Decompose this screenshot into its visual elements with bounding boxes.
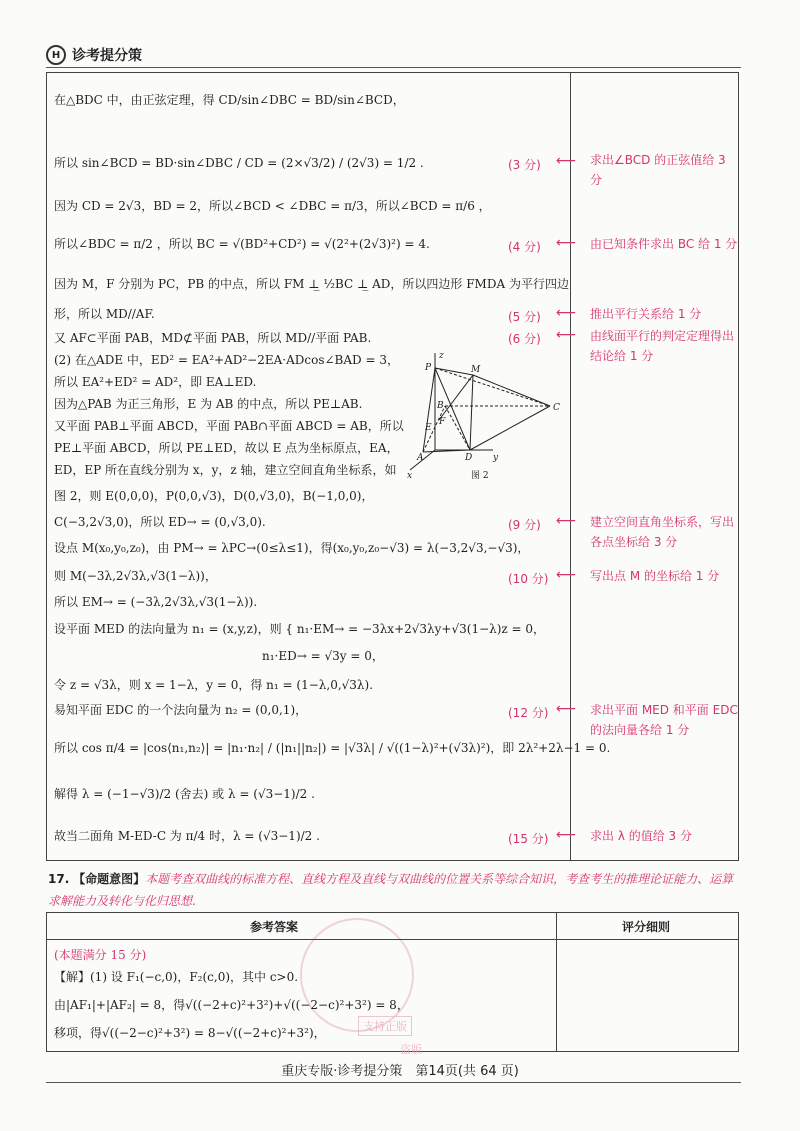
edge-pc [435,368,550,406]
watermark-stamp: 支持正版 [358,1016,412,1036]
label-m: M [471,365,481,375]
arrow-left-icon: ⟵ [556,567,577,583]
solution-line: n₁·ED→ = √3y = 0， [262,649,384,663]
intent-tag: 【命题意图】 [73,872,146,886]
figure-caption: 图 2 [471,471,489,481]
edge-pa [423,368,435,452]
edge-bd [445,406,470,450]
grading-note: 求出平面 MED 和平面 EDC 的法向量各给 1 分 [590,703,738,737]
solution-line: 易知平面 EDC 的一个法向量为 n₂ = (0,0,1)， [54,703,308,717]
grading-rules-heading: 评分细则 [622,920,671,934]
solution-line: 形，所以 MD//AF. [54,307,155,321]
edge-md [470,375,473,450]
arrow-left-icon: ⟵ [556,827,577,843]
solution-line: 解得 λ = (−1−√3)/2 (舍去) 或 λ = (√3−1)/2 . [54,787,315,801]
solution-line: 所以 sin∠BCD = BD·sin∠DBC / CD = (2×√3/2) / (2√3) = 1/2 . [54,156,424,170]
grading-note: 推出平行关系给 1 分 [590,307,702,321]
solution-line: 令 z = √3λ，则 x = 1−λ，y = 0，得 n₁ = (1−λ,0,√3λ). [54,678,374,692]
solution-line: C(−3,2√3,0)，所以 ED→ = (0,√3,0). [54,515,266,529]
solution-line: PE⊥平面 ABCD，所以 PE⊥ED，故以 E 点为坐标原点，EA， [54,441,399,455]
label-z: z [439,351,444,361]
score-mark: (3 分) [508,158,541,172]
question-17-intent [48,868,740,912]
arrow-left-icon: ⟵ [556,153,577,169]
arrow-left-icon: ⟵ [556,327,577,343]
score-mark: (5 分) [508,310,541,324]
grading-note: 建立空间直角坐标系，写出各点坐标给 3 分 [590,515,735,549]
label-b: B [437,401,444,411]
solution-line: ED，EP 所在直线分别为 x，y，z 轴，建立空间直角坐标系，如 [54,463,397,477]
solution-line: 所以∠BDC = π/2 ，所以 BC = √(BD²+CD²) = √(2²+(2√3)²) = 4. [54,237,430,251]
label-p: P [425,363,432,373]
label-f: F [439,417,446,427]
arrow-left-icon: ⟵ [556,701,577,717]
label-c: C [553,403,560,413]
footer-rule [46,1082,741,1083]
header-title: 诊考提分策 [72,48,142,64]
solution-line: 图 2，则 E(0,0,0)，P(0,0,√3)，D(0,√3,0)，B(−1,0,0)， [54,489,374,503]
page-header [46,44,142,66]
score-mark: (6 分) [508,332,541,346]
intent-text: 本题考查双曲线的标准方程、直线方程及直线与双曲线的位置关系等综合知识，考查考生的推理论证能力、运算求解能力及转化与化归思想. [48,872,734,908]
watermark-stamp-2: 盗版 [400,1043,422,1056]
edge-mc [473,375,550,406]
answer-line: 【解】(1) 设 F₁(−c,0)，F₂(c,0)，其中 c>0. [54,970,299,984]
solution-line: 又 AF⊂平面 PAB，MD⊄平面 PAB，所以 MD//平面 PAB. [54,331,372,345]
label-e: E [425,423,432,433]
solution-line: 在△BDC 中，由正弦定理，得 CD/sin∠DBC = BD/sin∠BCD， [54,93,405,107]
brand-logo: H [46,45,66,65]
question-number: 17. [48,872,70,886]
edge-fm [439,375,473,420]
page-footer: 重庆专版·诊考提分策 第14页(共 64 页) [281,1064,519,1079]
solution-line: 所以 EM→ = (−3λ,2√3λ,√3(1−λ)). [54,595,258,609]
solution-line: 又平面 PAB⊥平面 ABCD，平面 PAB∩平面 ABCD = AB，所以 [54,419,404,433]
grading-note: 由线面平行的判定定理得出结论给 1 分 [590,329,735,363]
solution-line: 因为△PAB 为正三角形，E 为 AB 的中点，所以 PE⊥AB. [54,397,363,411]
solution-line: 故当二面角 M-ED-C 为 π/4 时，λ = (√3−1)/2 . [54,829,320,843]
label-x: x [407,471,413,481]
label-d: D [465,453,473,463]
score-mark: (4 分) [508,240,541,254]
grading-note: 求出 λ 的值给 3 分 [590,829,692,843]
score-mark: (12 分) [508,706,549,720]
solution-line: 所以 cos π/4 = |cos⟨n₁,n₂⟩| = |n₁·n₂| / (|n₁||n₂|) = |√3λ| / √((1−λ)²+(√3λ)²)，即 2λ²+2λ−1 = 0. [54,741,611,755]
answer-line: 由|AF₁|+|AF₂| = 8，得√((−2+c)²+3²)+√((−2−c)²+3²) = 8， [54,998,409,1012]
score-mark: (15 分) [508,832,549,846]
solution-line: 因为 M，F 分别为 PC，PB 的中点，所以 FM ⊥̲ ½BC ⊥̲ AD，所以四边形 FMDA 为平行四边 [54,277,569,291]
grading-note: 写出点 M 的坐标给 1 分 [590,569,720,583]
arrow-left-icon: ⟵ [556,235,577,251]
edge-pm [435,368,473,375]
solution-line: 所以 EA²+ED² = AD²，即 EA⊥ED. [54,375,257,389]
answer-table-divider [556,912,557,1052]
answer-line: 移项，得√((−2−c)²+3²) = 8−√((−2+c)²+3²)， [54,1026,326,1040]
full-marks: (本题满分 15 分) [54,948,147,962]
grading-note: 求出∠BCD 的正弦值给 3 分 [590,153,726,187]
solution-line: 设点 M(x₀,y₀,z₀)，由 PM→ = λPC→(0≤λ≤1)，得(x₀,y₀,z₀−√3) = λ(−3,2√3,−√3)， [54,541,530,555]
figure-2-diagram [405,350,565,485]
reference-answer-heading: 参考答案 [250,920,299,934]
solution-line: 设平面 MED 的法向量为 n₁ = (x,y,z)，则 { n₁·EM→ = −3λx+2√3λy+√3(1−λ)z = 0， [54,622,546,636]
score-mark: (10 分) [508,572,549,586]
header-rule [46,67,741,68]
solution-line: 则 M(−3λ,2√3λ,√3(1−λ))， [54,569,217,583]
solution-line: (2) 在△ADE 中，ED² = EA²+AD²−2EA·ADcos∠BAD = 3， [54,353,399,367]
arrow-left-icon: ⟵ [556,513,577,529]
label-a: A [417,453,424,463]
edge-dc [470,406,550,450]
label-y: y [493,453,499,463]
solution-line: 因为 CD = 2√3，BD = 2，所以∠BCD < ∠DBC = π/3，所以∠BCD = π/6 ， [54,199,491,213]
grading-note: 由已知条件求出 BC 给 1 分 [590,237,738,251]
score-mark: (9 分) [508,518,541,532]
arrow-left-icon: ⟵ [556,305,577,321]
